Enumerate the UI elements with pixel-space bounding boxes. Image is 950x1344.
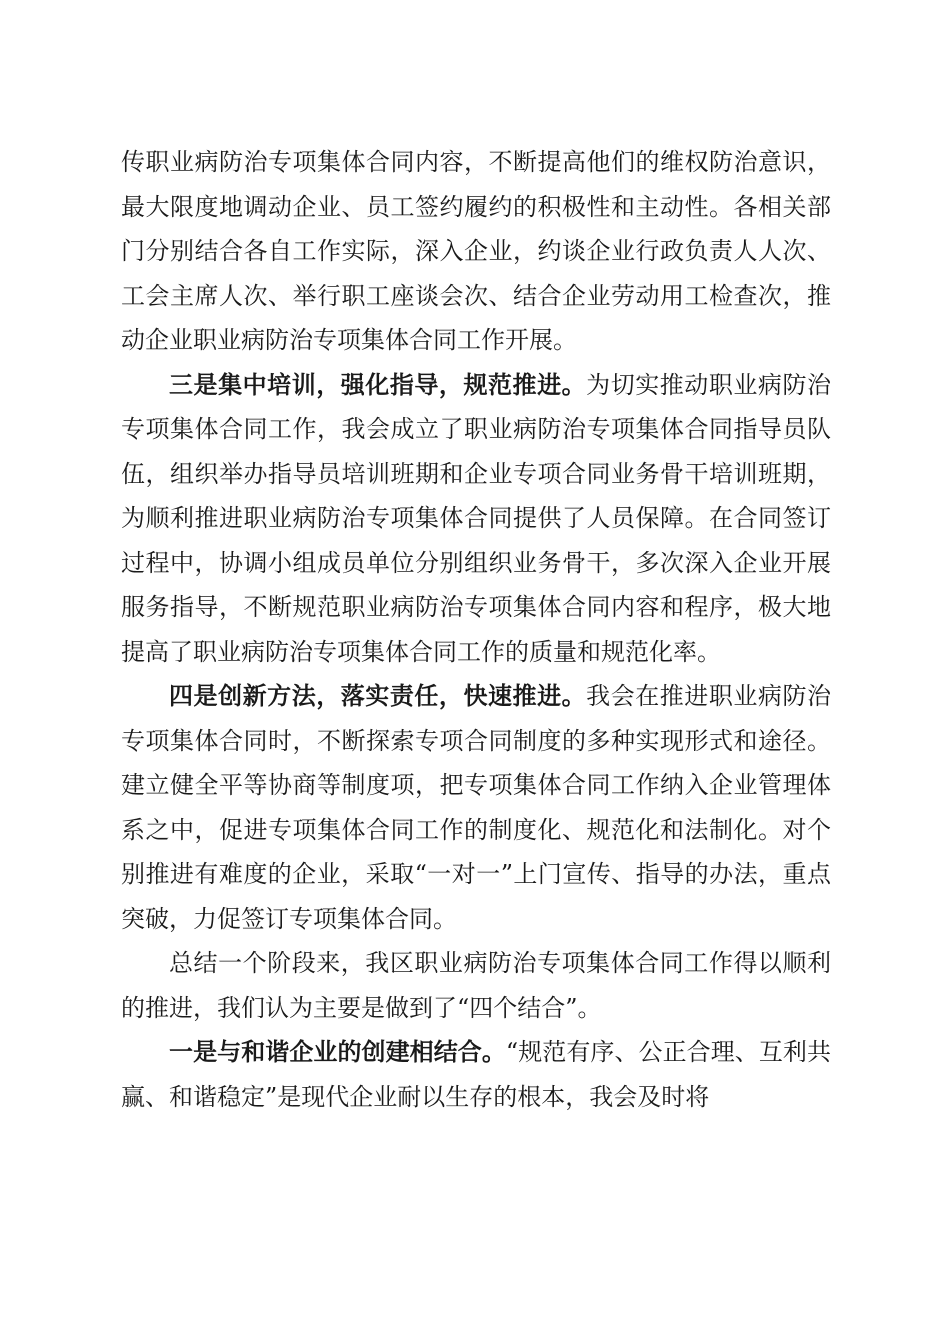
paragraph-training — [121, 363, 831, 675]
paragraph-text: 为切实推动职业病防治专项集体合同工作，我会成立了职业病防治专项集体合同指导员队伍，组织举办指导员培训班期和企业专项合同业务骨干培训班期，为顺利推进职业病防治专项集体合同提供了人员保障。在合同签订过程中，协调小组成员单位分别组织业务骨干，多次深入企业开展服务指导，不断规范职业病防治专项集体合同内容和程序，极大地提高了职业病防治专项集体合同工作的质量和规范化率。 — [121, 370, 832, 666]
paragraph-text: “规范有序、公正合理、互利共赢、和谐稳定”是现代企业耐以生存的根本，我会及时将 — [121, 1038, 831, 1111]
paragraph-text: 传职业病防治专项集体合同内容，不断提高他们的维权防治意识，最大限度地调动企业、员工签约履约的积极性和主动性。各相关部门分别结合各自工作实际，深入企业，约谈企业行政负责人人次、工会主席人次、举行职工座谈会次、结合企业劳动用工检查次，推动企业职业病防治专项集体合同工作开展。 — [121, 148, 831, 354]
paragraph-lead: 一是与和谐企业的创建相结合。 — [169, 1037, 506, 1066]
paragraph-harmony — [121, 1030, 831, 1119]
paragraph-continuation — [121, 140, 831, 363]
paragraph-summary — [121, 941, 831, 1030]
paragraph-text: 我会在推进职业病防治专项集体合同时，不断探索专项合同制度的多种实现形式和途径。建立健全平等协商等制度项，把专项集体合同工作纳入企业管理体系之中，促进专项集体合同工作的制度化、规范化和法制化。对个别推进有难度的企业，采取“一对一”上门宣传、指导的办法，重点突破，力促签订专项集体合同。 — [121, 682, 832, 933]
paragraph-text: 总结一个阶段来，我区职业病防治专项集体合同工作得以顺利的推进，我们认为主要是做到了“四个结合”。 — [121, 949, 831, 1022]
paragraph-innovation — [121, 674, 831, 941]
paragraph-lead: 四是创新方法，落实责任，快速推进。 — [169, 681, 587, 710]
paragraph-lead: 三是集中培训，强化指导，规范推进。 — [169, 369, 587, 399]
document-body — [121, 140, 831, 1119]
